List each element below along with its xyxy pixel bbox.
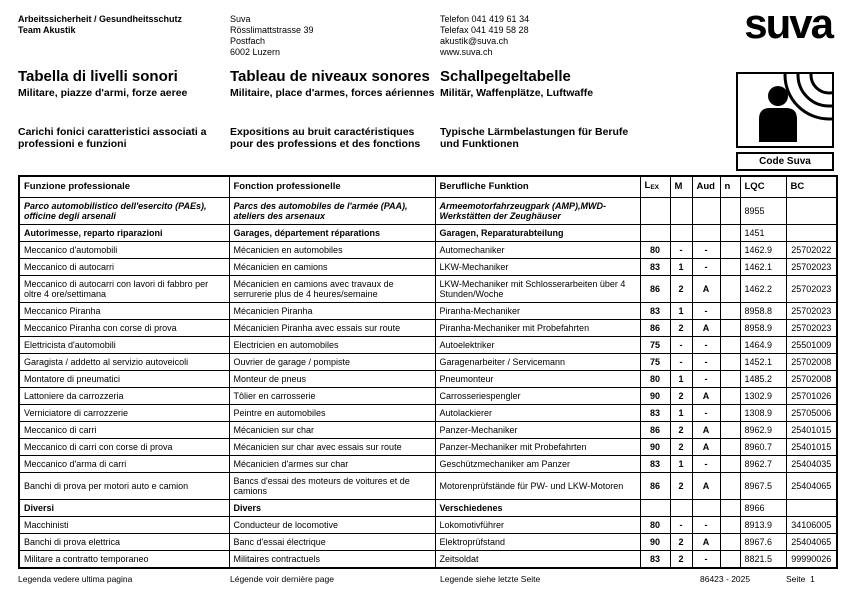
cell-m: 2 (670, 534, 692, 551)
cell-n (720, 320, 740, 337)
cell-lex: 83 (640, 456, 670, 473)
cell-lqc: 8958.8 (740, 303, 786, 320)
subtitle-de: Militär, Waffenplätze, Luftwaffe (440, 87, 594, 99)
cell-n (720, 551, 740, 569)
cell-aud: A (692, 320, 720, 337)
title-de: Schallpegeltabelle (440, 68, 571, 85)
cell-bc (786, 198, 837, 225)
cell-n (720, 259, 740, 276)
cell-lex: 80 (640, 517, 670, 534)
header-bc: BC (786, 176, 837, 198)
cell-n (720, 456, 740, 473)
table-row (19, 371, 837, 388)
cell-bc: 25401015 (786, 422, 837, 439)
cell-m: 1 (670, 405, 692, 422)
cell-aud: A (692, 439, 720, 456)
cell-lex: 80 (640, 242, 670, 259)
cell-m: 1 (670, 371, 692, 388)
cell-m: 2 (670, 320, 692, 337)
contact-fax: Telefax 041 419 58 28 (440, 25, 529, 35)
cell-lqc: 1451 (740, 225, 786, 242)
cell-lex: 90 (640, 388, 670, 405)
cell-m: 2 (670, 439, 692, 456)
cell-lqc: 8958.9 (740, 320, 786, 337)
cell-m (670, 198, 692, 225)
address-line: 6002 Luzern (230, 47, 281, 57)
table-row (19, 534, 837, 551)
cell-n (720, 371, 740, 388)
cell-lex: 90 (640, 439, 670, 456)
header-funzione: Funzione professionale (19, 176, 229, 198)
cell-de: Autolackierer (435, 405, 640, 422)
table-row (19, 473, 837, 500)
cell-it: Meccanico di carri (19, 422, 229, 439)
header-m: M (670, 176, 692, 198)
cell-n (720, 337, 740, 354)
cell-aud: - (692, 259, 720, 276)
cell-bc: 25702008 (786, 354, 837, 371)
footer-legend-it: Legenda vedere ultima pagina (18, 574, 133, 584)
cell-bc: 25404065 (786, 534, 837, 551)
table-row (19, 439, 837, 456)
cell-m: 2 (670, 388, 692, 405)
cell-m: 1 (670, 456, 692, 473)
cell-aud: A (692, 473, 720, 500)
cell-bc: 25404035 (786, 456, 837, 473)
cell-n (720, 500, 740, 517)
cell-it: Garagista / addetto al servizio autoveicoli (19, 354, 229, 371)
cell-lex: 83 (640, 551, 670, 569)
contact-email: akustik@suva.ch (440, 36, 509, 46)
table-row (19, 320, 837, 337)
cell-it: Meccanico d'automobili (19, 242, 229, 259)
table-row (19, 242, 837, 259)
cell-bc: 25702023 (786, 303, 837, 320)
cell-fr: Bancs d'essai des moteurs de voitures et de camions (229, 473, 435, 500)
address-line: Suva (230, 14, 251, 24)
cell-n (720, 242, 740, 259)
title-fr: Tableau de niveaux sonores (230, 68, 430, 85)
cell-aud: - (692, 242, 720, 259)
cell-fr: Mécanicien Piranha (229, 303, 435, 320)
cell-lqc: 8821.5 (740, 551, 786, 569)
footer-page-label: Seite (786, 574, 806, 584)
cell-lqc: 8967.5 (740, 473, 786, 500)
cell-fr: Ouvrier de garage / pompiste (229, 354, 435, 371)
table-row (19, 225, 837, 242)
cell-lqc: 1462.1 (740, 259, 786, 276)
cell-n (720, 405, 740, 422)
cell-bc: 25702023 (786, 259, 837, 276)
cell-fr: Conducteur de locomotive (229, 517, 435, 534)
table-row (19, 259, 837, 276)
cell-aud: - (692, 337, 720, 354)
cell-aud: A (692, 276, 720, 303)
cell-fr: Mécanicien d'armes sur char (229, 456, 435, 473)
department-line1: Arbeitssicherheit / Gesundheitsschutz (18, 14, 183, 24)
cell-de: Automechaniker (435, 242, 640, 259)
cell-lqc: 8962.7 (740, 456, 786, 473)
cell-fr: Garages, département réparations (229, 225, 435, 242)
cell-lqc: 8955 (740, 198, 786, 225)
cell-lex (640, 198, 670, 225)
cell-m: 1 (670, 259, 692, 276)
header-fonction: Fonction professionelle (229, 176, 435, 198)
cell-fr: Mécanicien en automobiles (229, 242, 435, 259)
cell-it: Diversi (19, 500, 229, 517)
cell-m: - (670, 242, 692, 259)
cell-it: Meccanico d'arma di carri (19, 456, 229, 473)
code-suva-label: Code Suva (759, 156, 811, 167)
cell-de: Elektroprüfstand (435, 534, 640, 551)
table-row (19, 551, 837, 569)
contact-website: www.suva.ch (440, 47, 493, 57)
table-row (19, 354, 837, 371)
cell-bc: 25702023 (786, 320, 837, 337)
cell-aud (692, 198, 720, 225)
cell-it: Lattoniere da carrozzeria (19, 388, 229, 405)
address-line: Rösslimattstrasse 39 (230, 25, 314, 35)
cell-aud: - (692, 354, 720, 371)
description-fr: Expositions au bruit caractéristiques pour des professions et des fonctions (230, 126, 421, 150)
title-it: Tabella di livelli sonori (18, 68, 178, 85)
cell-de: Zeitsoldat (435, 551, 640, 569)
cell-m: 2 (670, 422, 692, 439)
cell-fr: Militaires contractuels (229, 551, 435, 569)
cell-aud (692, 225, 720, 242)
cell-de: Verschiedenes (435, 500, 640, 517)
code-suva-box (736, 152, 834, 171)
cell-bc: 25401015 (786, 439, 837, 456)
cell-de: Panzer-Mechaniker mit Probefahrten (435, 439, 640, 456)
cell-de: Carrosseriespengler (435, 388, 640, 405)
cell-n (720, 422, 740, 439)
subtitle-it: Militare, piazze d'armi, forze aeree (18, 87, 188, 99)
footer-doc-number: 86423 - 2025 (700, 574, 751, 584)
cell-n (720, 388, 740, 405)
cell-m: - (670, 337, 692, 354)
cell-n (720, 225, 740, 242)
cell-lex (640, 500, 670, 517)
cell-n (720, 198, 740, 225)
cell-de: Lokomotivführer (435, 517, 640, 534)
cell-lex: 86 (640, 320, 670, 337)
title-block-de (440, 68, 655, 99)
cell-fr: Mécanicien Piranha avec essais sur route (229, 320, 435, 337)
cell-n (720, 439, 740, 456)
header-n: n (720, 176, 740, 198)
cell-it: Meccanico di autocarri (19, 259, 229, 276)
cell-it: Autorimesse, reparto riparazioni (19, 225, 229, 242)
cell-lex: 90 (640, 534, 670, 551)
cell-it: Verniciatore di carrozzerie (19, 405, 229, 422)
cell-it: Meccanico Piranha con corse di prova (19, 320, 229, 337)
cell-aud: - (692, 517, 720, 534)
cell-n (720, 303, 740, 320)
cell-bc: 25501009 (786, 337, 837, 354)
cell-fr: Mécanicien sur char (229, 422, 435, 439)
table-header-row (19, 176, 837, 198)
cell-m (670, 225, 692, 242)
cell-lqc: 8913.9 (740, 517, 786, 534)
description-it: Carichi fonici caratteristici associati a professioni e funzioni (18, 126, 207, 150)
cell-fr: Monteur de pneus (229, 371, 435, 388)
cell-m: 2 (670, 276, 692, 303)
contact-phone: Telefon 041 419 61 34 (440, 14, 530, 24)
table-row (19, 517, 837, 534)
cell-m: - (670, 517, 692, 534)
cell-n (720, 473, 740, 500)
cell-it: Banchi di prova per motori auto e camion (19, 473, 229, 500)
cell-bc: 34106005 (786, 517, 837, 534)
cell-aud: - (692, 551, 720, 569)
cell-it: Meccanico di carri con corse di prova (19, 439, 229, 456)
cell-de: Garagen, Reparaturabteilung (435, 225, 640, 242)
cell-bc: 25705006 (786, 405, 837, 422)
table-row (19, 500, 837, 517)
cell-it: Meccanico di autocarri con lavori di fabbro per oltre 4 ore/settimana (19, 276, 229, 303)
cell-lqc: 1462.2 (740, 276, 786, 303)
cell-lqc: 8967.6 (740, 534, 786, 551)
cell-fr: Tôlier en carrosserie (229, 388, 435, 405)
table-row (19, 405, 837, 422)
cell-it: Meccanico Piranha (19, 303, 229, 320)
cell-de: Autoelektriker (435, 337, 640, 354)
cell-lex: 86 (640, 276, 670, 303)
letterhead-contact (440, 14, 640, 58)
cell-lex: 83 (640, 259, 670, 276)
title-block-fr (230, 68, 435, 99)
cell-lex: 83 (640, 405, 670, 422)
header-funktion: Berufliche Funktion (435, 176, 640, 198)
cell-de: Piranha-Mechaniker mit Probefahrten (435, 320, 640, 337)
cell-aud: - (692, 456, 720, 473)
table-row (19, 337, 837, 354)
cell-m: - (670, 354, 692, 371)
cell-lex: 83 (640, 303, 670, 320)
suva-logo: suva (744, 0, 832, 47)
footer-legend-fr: Légende voir dernière page (230, 574, 334, 584)
cell-lex: 75 (640, 354, 670, 371)
cell-aud: A (692, 388, 720, 405)
table-row (19, 276, 837, 303)
cell-lqc: 1485.2 (740, 371, 786, 388)
table-row (19, 456, 837, 473)
header-aud: Aud (692, 176, 720, 198)
cell-fr: Banc d'essai électrique (229, 534, 435, 551)
cell-bc (786, 500, 837, 517)
cell-lex: 80 (640, 371, 670, 388)
table-row (19, 303, 837, 320)
cell-lex: 75 (640, 337, 670, 354)
cell-aud: A (692, 422, 720, 439)
table-row (19, 388, 837, 405)
title-block-it (18, 68, 223, 99)
subtitle-fr: Militaire, place d'armes, forces aériennes (230, 87, 435, 99)
table-body (19, 198, 837, 569)
cell-aud: - (692, 371, 720, 388)
cell-de: Panzer-Mechaniker (435, 422, 640, 439)
cell-de: Piranha-Mechaniker (435, 303, 640, 320)
cell-lqc: 1308.9 (740, 405, 786, 422)
cell-bc: 25702008 (786, 371, 837, 388)
cell-de: Armeemotorfahrzeugpark (AMP),MWD-Werkstätten der Zeughäuser (435, 198, 640, 225)
cell-aud: - (692, 405, 720, 422)
cell-de: Pneumonteur (435, 371, 640, 388)
footer-page-number: 1 (810, 574, 815, 584)
cell-bc: 25702022 (786, 242, 837, 259)
cell-it: Macchinisti (19, 517, 229, 534)
footer-page (786, 574, 815, 584)
cell-aud: - (692, 303, 720, 320)
footer-legend-de: Legende siehe letzte Seite (440, 574, 541, 584)
cell-fr: Mécanicien en camions avec travaux de serrurerie plus de 4 heures/semaine (229, 276, 435, 303)
cell-m: 2 (670, 551, 692, 569)
description-de: Typische Lärmbelastungen für Berufe und Funktionen (440, 126, 629, 150)
table-row (19, 198, 837, 225)
cell-lex: 86 (640, 473, 670, 500)
cell-it: Montatore di pneumatici (19, 371, 229, 388)
header-lqc: LQC (740, 176, 786, 198)
cell-fr: Parcs des automobiles de l'armée (PAA), ateliers des arsenaux (229, 198, 435, 225)
cell-it: Elettricista d'automobili (19, 337, 229, 354)
cell-fr: Electricien en automobiles (229, 337, 435, 354)
cell-bc (786, 225, 837, 242)
cell-aud: A (692, 534, 720, 551)
cell-lex (640, 225, 670, 242)
cell-lqc: 8962.9 (740, 422, 786, 439)
cell-lqc: 1462.9 (740, 242, 786, 259)
cell-n (720, 354, 740, 371)
cell-de: Motorenprüfstände für PW- und LKW-Motoren (435, 473, 640, 500)
cell-de: LKW-Mechaniker mit Schlosserarbeiten über 4 Stunden/Woche (435, 276, 640, 303)
cell-n (720, 517, 740, 534)
table-row (19, 422, 837, 439)
sound-level-table (18, 175, 838, 569)
cell-fr: Mécanicien sur char avec essais sur route (229, 439, 435, 456)
department-line2: Team Akustik (18, 25, 76, 35)
cell-n (720, 534, 740, 551)
letterhead-department (18, 14, 223, 36)
cell-m: 1 (670, 303, 692, 320)
cell-bc: 25701026 (786, 388, 837, 405)
cell-it: Banchi di prova elettrica (19, 534, 229, 551)
cell-de: Garagenarbeiter / Servicemann (435, 354, 640, 371)
cell-lqc: 1302.9 (740, 388, 786, 405)
header-lex: $L_{EX}$ (640, 176, 670, 198)
cell-fr: Mécanicien en camions (229, 259, 435, 276)
cell-lqc: 8966 (740, 500, 786, 517)
cell-it: Militare a contratto temporaneo (19, 551, 229, 569)
cell-lex: 86 (640, 422, 670, 439)
address-line: Postfach (230, 36, 266, 46)
cell-de: Geschützmechaniker am Panzer (435, 456, 640, 473)
cell-de: LKW-Mechaniker (435, 259, 640, 276)
cell-fr: Divers (229, 500, 435, 517)
noise-exposure-pictogram (736, 72, 834, 148)
cell-bc: 25702023 (786, 276, 837, 303)
cell-lqc: 1464.9 (740, 337, 786, 354)
cell-m (670, 500, 692, 517)
cell-lqc: 8960.7 (740, 439, 786, 456)
cell-bc: 99990026 (786, 551, 837, 569)
letterhead-address (230, 14, 430, 58)
cell-lqc: 1452.1 (740, 354, 786, 371)
cell-fr: Peintre en automobiles (229, 405, 435, 422)
cell-aud (692, 500, 720, 517)
cell-m: 2 (670, 473, 692, 500)
noise-exposure-person-icon (738, 74, 832, 146)
cell-it: Parco automobilistico dell'esercito (PAEs), officine degli arsenali (19, 198, 229, 225)
cell-n (720, 276, 740, 303)
cell-bc: 25404065 (786, 473, 837, 500)
